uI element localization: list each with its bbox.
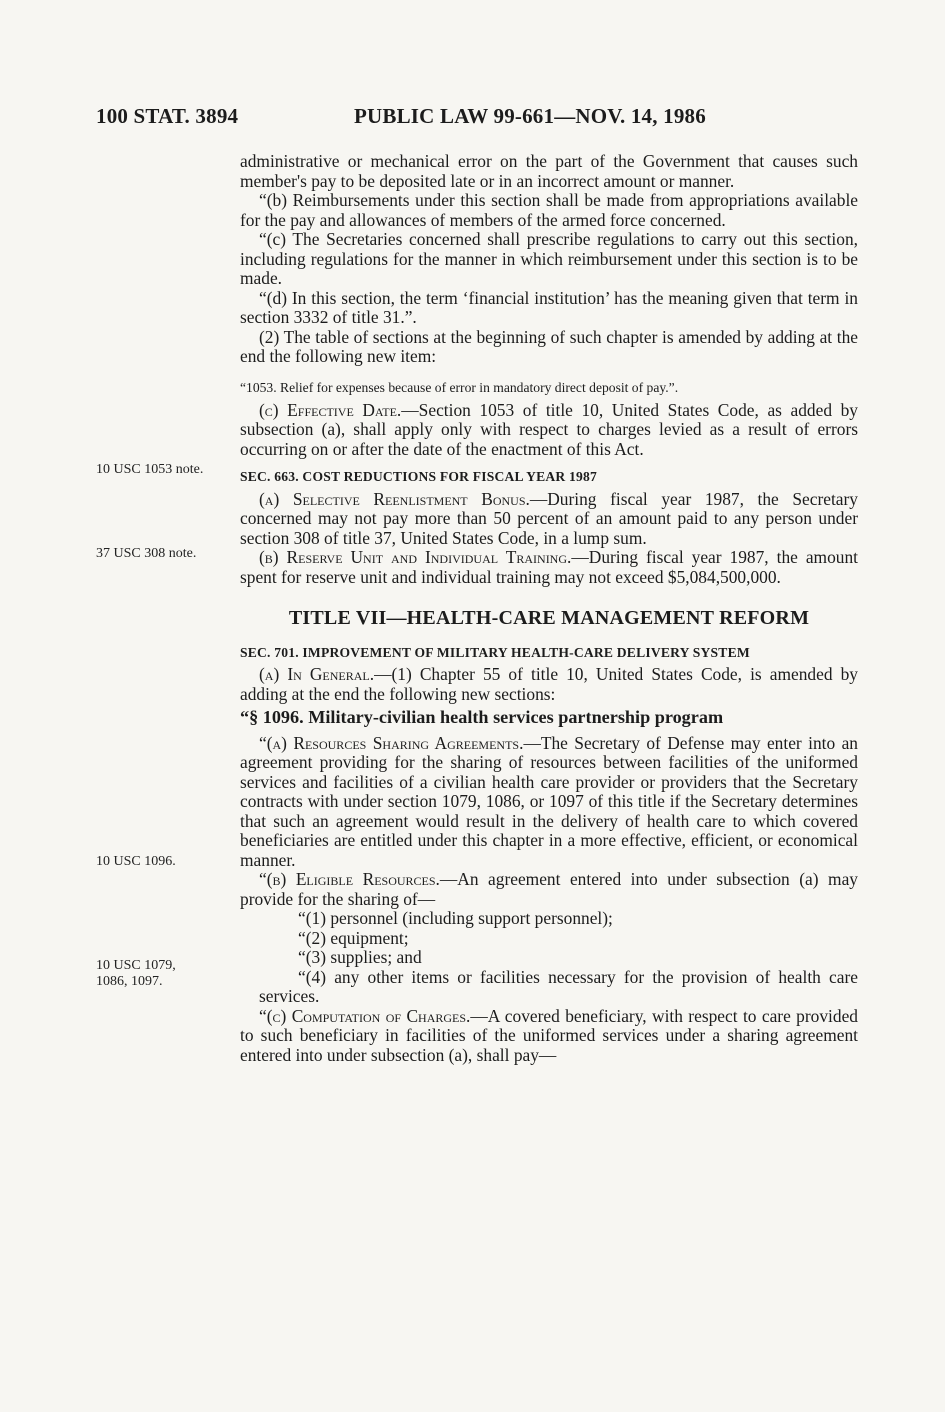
margin-note-usc-308: 37 USC 308 note. bbox=[96, 546, 197, 561]
margin-note-usc-1096: 10 USC 1096. bbox=[96, 854, 176, 869]
subsection-heading: (c) Effective Date. bbox=[259, 399, 402, 420]
subsection-heading: (a) Selective Reenlistment Bonus. bbox=[259, 488, 530, 509]
subsection-b-eligible-resources bbox=[240, 870, 858, 909]
subsection-text: —Section 1053 of title 10, United States Code, as added by subsection (a), shall apply only with respect to charges levied as a result of errors occurring on or after the date of the enactment of this Act. bbox=[240, 399, 858, 459]
table-of-sections-item: “1053. Relief for expenses because of error in mandatory direct deposit of pay.”. bbox=[240, 379, 679, 395]
public-law-reference: PUBLIC LAW 99-661—NOV. 14, 1986 bbox=[354, 104, 706, 128]
section-663-heading: SEC. 663. COST REDUCTIONS FOR FISCAL YEAR 1987 bbox=[240, 469, 598, 484]
paragraph-c-regulations: “(c) The Secretaries concerned shall prescribe regulations to carry out this section, including regulations for the manner in which reimbursement under this section is to be made. bbox=[240, 229, 858, 288]
title-vii-heading: TITLE VII—HEALTH-CARE MANAGEMENT REFORM bbox=[288, 607, 810, 629]
subsection-c-effective-date bbox=[240, 401, 858, 460]
stat-reference: 100 STAT. 3894 bbox=[96, 104, 239, 128]
list-item-other bbox=[240, 968, 858, 1007]
paragraph-d-definition: “(d) In this section, the term ‘financial institution’ has the meaning given that term in section 3332 of title 31.”. bbox=[240, 287, 858, 327]
body-text bbox=[240, 152, 858, 1065]
running-head bbox=[96, 104, 856, 134]
subsection-heading: (b) Reserve Unit and Individual Training. bbox=[259, 547, 572, 567]
subsection-heading: “(c) Computation of Charges. bbox=[259, 1005, 471, 1026]
paragraph-continuation: administrative or mechanical error on the part of the Government that causes such member's pay to be deposited late or in an incorrect amount or manner. bbox=[240, 151, 858, 191]
list-item-supplies: “(3) supplies; and bbox=[298, 947, 422, 967]
list-item-other-text: “(4) any other items or facilities necessary for the provision of health care services. bbox=[259, 966, 858, 1006]
subsection-text: —An agreement entered into under subsection (a) may provide for the sharing of— bbox=[240, 869, 858, 909]
subsection-heading: “(b) Eligible Resources. bbox=[259, 869, 440, 889]
subsection-heading: “(a) Resources Sharing Agreements. bbox=[259, 732, 524, 753]
margin-note-usc-1079: 10 USC 1079, 1086, 1097. bbox=[96, 958, 176, 989]
paragraph-2-table-amendment: (2) The table of sections at the beginning of such chapter is amended by adding at the end the following new item: bbox=[240, 326, 858, 366]
section-1096-caption: “§ 1096. Military-civilian health services partnership program bbox=[240, 707, 724, 727]
subsection-heading: (a) In General. bbox=[259, 664, 375, 684]
subsection-a-in-general bbox=[240, 665, 858, 704]
subsection-b-reserve-training bbox=[240, 548, 858, 587]
subsection-text: —(1) Chapter 55 of title 10, United States Code, is amended by adding at the end the following new sections: bbox=[240, 664, 858, 704]
list-item-equipment: “(2) equipment; bbox=[298, 927, 409, 948]
subsection-a-resources-sharing bbox=[240, 734, 858, 871]
subsection-a-reenlistment-bonus bbox=[240, 490, 858, 549]
subsection-text: —During fiscal year 1987, the amount spent for reserve unit and individual training may not exceed $5,084,500,000. bbox=[240, 547, 858, 587]
section-701-heading: SEC. 701. IMPROVEMENT OF MILITARY HEALTH-CARE DELIVERY SYSTEM bbox=[240, 644, 750, 660]
list-item-personnel: “(1) personnel (including support personnel); bbox=[298, 908, 613, 928]
margin-note-usc-1053: 10 USC 1053 note. bbox=[96, 462, 204, 477]
subsection-c-computation bbox=[240, 1007, 858, 1066]
subsection-text: —During fiscal year 1987, the Secretary concerned may not pay more than 50 percent of an amount paid to any person under section 308 of title 37, United States Code, in a lump sum. bbox=[240, 488, 858, 548]
paragraph-b-reimbursements: “(b) Reimbursements under this section shall be made from appropriations available for the pay and allowances of members of the armed force concerned. bbox=[240, 190, 858, 230]
subsection-text: —A covered beneficiary, with respect to care provided to such beneficiary in facilities of the uniformed services under a sharing agreement entered into under subsection (a), shall pay— bbox=[240, 1005, 859, 1065]
subsection-text: —The Secretary of Defense may enter into an agreement providing for the sharing of resources between facilities of the uniformed services and facilities of a civilian health care provider or providers that the Secretary contracts with under section 1079, 1086, or 1097 of this title if the Secretary determines that such an agreement would result in the delivery of health care to which covered beneficiaries are entitled under this chapter in a more effective, efficient, or economical manner. bbox=[240, 732, 859, 870]
